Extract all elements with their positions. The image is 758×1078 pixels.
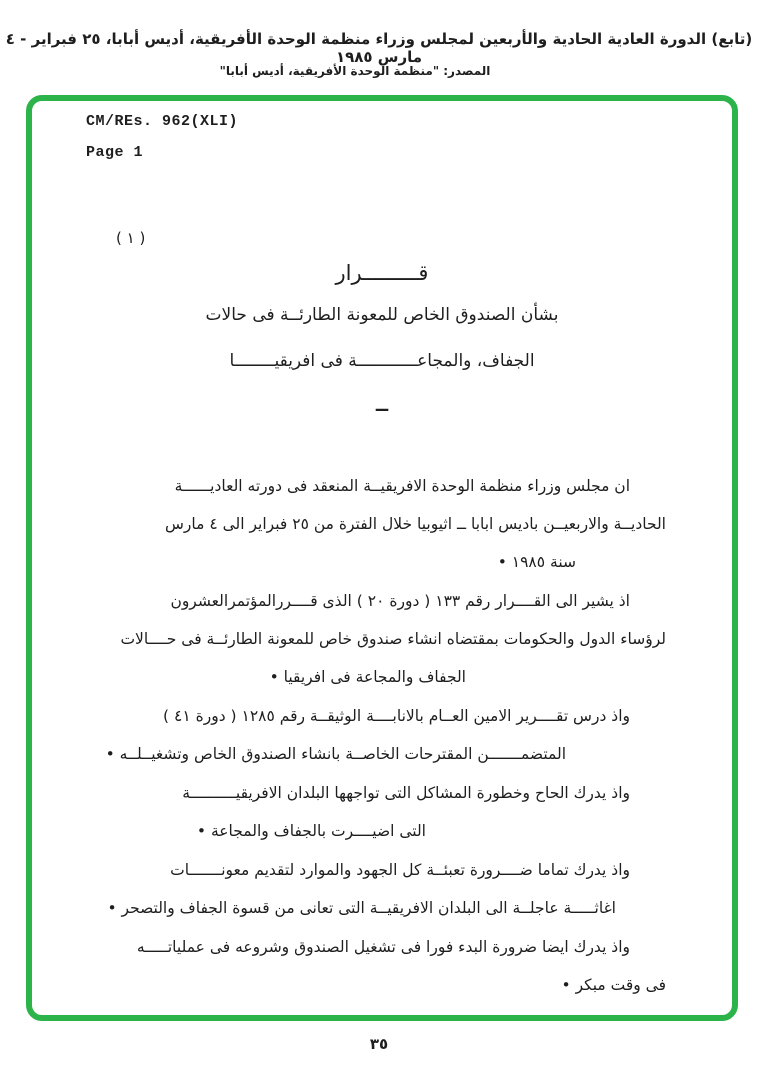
paragraph-line: لرؤساء الدول والحكومات بمقتضاه انشاء صندوق خاص للمعونة الطارئــة فى حــــالات	[120, 630, 666, 648]
paragraph-mobilize-resources	[66, 851, 666, 927]
paragraph-line: التى اضيــــرت بالجفاف والمجاعة •	[196, 822, 426, 840]
document-frame	[26, 95, 738, 1021]
resolution-subtitle-line-1: بشأن الصندوق الخاص للمعونة الطارئــة فى حالات	[205, 305, 559, 325]
resolution-title: قـــــــــرار	[335, 261, 429, 285]
paragraph-line: اغاثـــــة عاجلــة الى البلدان الافريقيــة التى تعانى من قسوة الجفاف والتصحر •	[107, 899, 616, 917]
title-separator: ــ	[375, 395, 389, 416]
document-reference: CM/REs. 962(XLI)	[86, 113, 239, 130]
paragraph-line: المتضمـــــــن المقترحات الخاصــة بانشاء الصندوق الخاص وتشغيــلــه •	[105, 745, 566, 763]
paragraph-line: واذ يدرك ايضا ضرورة البدء فورا فى تشغيل الصندوق وشروعه فى عملياتـــــه	[136, 938, 630, 956]
document-page-label: Page 1	[86, 144, 144, 161]
resolution-item-number: ( ١ )	[116, 229, 146, 247]
paragraph-line: واذ درس تقــــرير الامين العــام بالانابــــة الوثيقــة رقم ١٢٨٥ ( دورة ٤١ )	[163, 707, 630, 725]
paragraph-line: فى وقت مبكر •	[561, 976, 666, 994]
page-number: ٣٥	[369, 1035, 389, 1053]
paragraph-line: واذ يدرك الحاح وخطورة المشاكل التى تواجهها البلدان الافريقيــــــــــة	[182, 784, 630, 802]
paragraph-line: الحاديــة والاربعيــن باديس ابابا ــ اثيوبيا خلال الفترة من ٢٥ فبراير الى ٤ مارس	[165, 515, 666, 533]
paragraph-aware-urgency	[66, 774, 666, 850]
paragraph-line: اذ يشير الى القــــرار رقم ١٣٣ ( دورة ٢٠ ) الذى قــــررالمؤتمرالعشرون	[170, 592, 630, 610]
paragraph-early-operation	[66, 928, 666, 1004]
header-source-line	[0, 64, 758, 78]
resolution-subtitle-line-2: الجفاف، والمجاعــــــــــــة فى افريقيــــــــا	[229, 351, 535, 371]
paragraph-line: الجفاف والمجاعة فى افريقيا •	[269, 668, 466, 686]
header-source-text: المصدر: "منظمة الوحدة الأفريقية، أديس أبابا"	[219, 64, 491, 78]
resolution-body	[66, 467, 666, 1005]
paragraph-line: واذ يدرك تماما ضــــرورة تعبئــة كل الجهود والموارد لتقديم معونـــــــات	[170, 861, 630, 879]
paragraph-recalling	[66, 582, 666, 696]
paragraph-line: ان مجلس وزراء منظمة الوحدة الافريقيــة المنعقد فى دورته العاديــــــة	[174, 477, 630, 495]
header-session-line: (تابع) الدورة العادية الحادية والأربعين لمجلس وزراء منظمة الوحدة الأفريقية، أديس أبابا، ٢٥ فبراير - ٤ مارس ١٩٨٥	[5, 30, 753, 66]
paragraph-preamble	[66, 467, 666, 581]
paragraph-having-examined	[66, 697, 666, 773]
paragraph-line: سنة ١٩٨٥ •	[497, 553, 576, 571]
